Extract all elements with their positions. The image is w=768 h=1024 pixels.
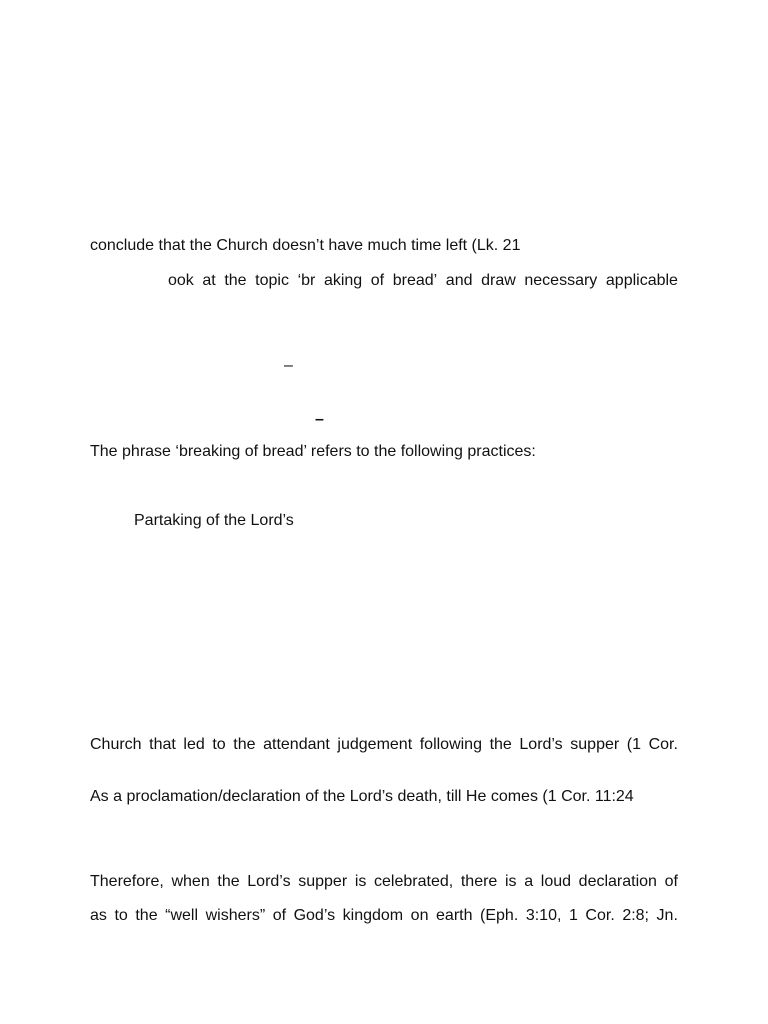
word: 3:10, [525,907,562,924]
word: on [410,907,429,924]
dash-mark-1: – [284,357,293,374]
word: God’s [293,907,336,924]
word: the [233,736,256,753]
word: supper [570,736,620,753]
word: supper [298,873,348,890]
text-line-7 [90,735,678,755]
word: wishers” [205,907,266,924]
word: to [114,907,128,924]
word: necessary [524,272,598,289]
word: ‘br [297,272,316,289]
word: applicable [605,272,678,289]
word: the [489,736,512,753]
word: Cor. [648,736,678,753]
word: loud [540,873,572,890]
word: (1 [626,736,641,753]
word: to [212,736,226,753]
word: ook [168,272,194,289]
word: as [90,907,107,924]
word: attendant [263,736,330,753]
word: when [171,873,210,890]
text-line-9 [90,872,678,892]
word: 2:8; [622,907,649,924]
word: there [460,873,498,890]
word: aking [323,272,363,289]
word: of [664,873,678,890]
word: Cor. [585,907,615,924]
word: Lord’s [247,873,291,890]
word: (Eph. [480,907,519,924]
text-line-5: The phrase ‘breaking of bread’ refers to the following practices: [90,443,536,460]
dash-mark-2: – [315,411,324,428]
word: kingdom [342,907,404,924]
word: draw [481,272,516,289]
word: is [354,873,367,890]
word: and [445,272,473,289]
word: topic [255,272,289,289]
word: the [224,272,247,289]
word: judgement [337,736,413,753]
word: Jn. [656,907,678,924]
word: following [419,736,482,753]
word: that [149,736,176,753]
word: 1 [568,907,578,924]
text-line-2 [168,271,678,291]
word: the [135,907,158,924]
word: declaration [578,873,657,890]
word: led [183,736,205,753]
word: of [272,907,287,924]
word: a [524,873,534,890]
word: is [504,873,517,890]
text-line-8: As a proclamation/declaration of the Lord’s death, till He comes (1 Cor. 11:24 [90,788,634,805]
list-item-lords-supper: Partaking of the Lord’s [134,512,294,529]
text-line-1: conclude that the Church doesn’t have much time left (Lk. 21 [90,237,521,254]
word: the [217,873,240,890]
word: of [370,272,385,289]
text-line-10 [90,906,678,926]
word: earth [436,907,473,924]
word: at [202,272,216,289]
word: Church [90,736,142,753]
word: Lord’s [519,736,563,753]
word: bread’ [392,272,438,289]
word: Therefore, [90,873,164,890]
word: celebrated, [374,873,454,890]
word: “well [165,907,199,924]
